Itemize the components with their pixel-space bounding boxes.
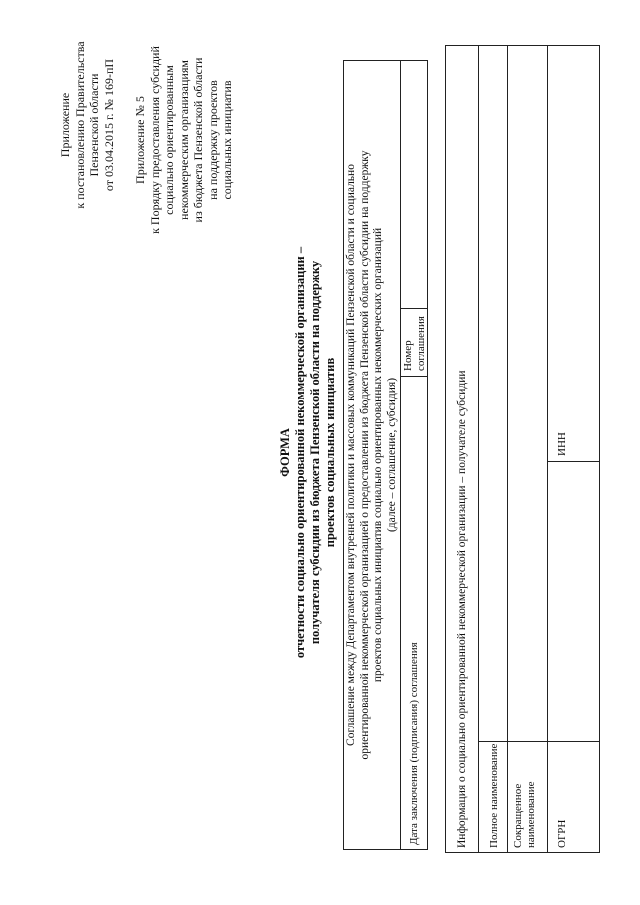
agreement-line: Соглашение между Департаментом внутренней политики и массовых коммуникаций Пензенской области и социально: [345, 164, 357, 746]
ogrn-value[interactable]: [549, 467, 597, 737]
appendix-line: Пензенской области: [87, 73, 101, 177]
agreement-number-label-text: Номер соглашения: [402, 316, 427, 371]
appendix-line: к постановлению Правительства: [72, 41, 87, 209]
full-name-label: Полное наименование: [488, 743, 500, 848]
inn-value[interactable]: [549, 52, 597, 412]
org-row-divider: [507, 46, 508, 852]
org-info-header: Информация о социально ориентированной некоммерческой организации – получателе субсидии: [456, 370, 468, 848]
appendix-line: от 03.04.2015 г. № 169-пП: [101, 58, 116, 192]
appendix-block: [58, 30, 116, 220]
form-title-line: получателя субсидии из бюджета Пензенской области на поддержку: [308, 260, 322, 645]
short-name-label: Сокращенное наименование: [512, 781, 537, 848]
org-row-divider: [478, 46, 479, 852]
sub-appendix-line: из бюджета Пензенской области: [191, 57, 205, 223]
agreement-line: (далее – соглашение, субсидия): [385, 377, 398, 533]
label-column-divider: [478, 741, 599, 742]
agreement-line: ориентированной некоммерческой организацией о предоставлении из бюджета Пензенской области субсидии на поддержку: [358, 150, 371, 760]
form-title-line: проектов социальных инициатив: [323, 357, 337, 548]
form-heading: ФОРМА: [278, 428, 292, 477]
sub-appendix-line: к Порядку предоставления субсидий: [147, 46, 162, 234]
appendix-line: Приложение: [58, 92, 72, 158]
sub-appendix-line: социальных инициатив: [220, 80, 234, 200]
sub-appendix-line: Приложение № 5: [133, 96, 147, 184]
full-name-value[interactable]: [480, 52, 506, 737]
agreement-date-value[interactable]: [400, 379, 427, 619]
agreement-description: [345, 61, 399, 849]
sub-appendix-line: социально ориентированным: [162, 65, 176, 215]
agreement-date-label: Дата заключения (подписания) соглашения: [408, 642, 420, 845]
agreement-line: проектов социальных инициатив социально ориентированных некоммерческих организаций: [372, 227, 385, 683]
agreement-table: [343, 60, 428, 850]
sub-appendix-line: на поддержку проектов: [205, 80, 220, 200]
agreement-number-label: [402, 311, 427, 371]
form-title-line: отчетности социально ориентированной некоммерческой организации –: [293, 246, 307, 659]
ogrn-inn-divider: [547, 461, 599, 462]
form-title: [278, 80, 338, 825]
org-row-divider: [547, 46, 548, 852]
org-info-table: [445, 45, 600, 853]
short-name-value[interactable]: [509, 52, 545, 737]
sub-appendix-block: [133, 30, 235, 250]
inn-label: ИНН: [556, 432, 568, 456]
agreement-number-value[interactable]: [400, 64, 427, 304]
agreement-cell-divider: [400, 376, 427, 377]
agreement-cell-divider: [400, 308, 427, 309]
sub-appendix-line: некоммерческим организациям: [176, 60, 191, 220]
ogrn-label: ОГРН: [556, 819, 568, 848]
